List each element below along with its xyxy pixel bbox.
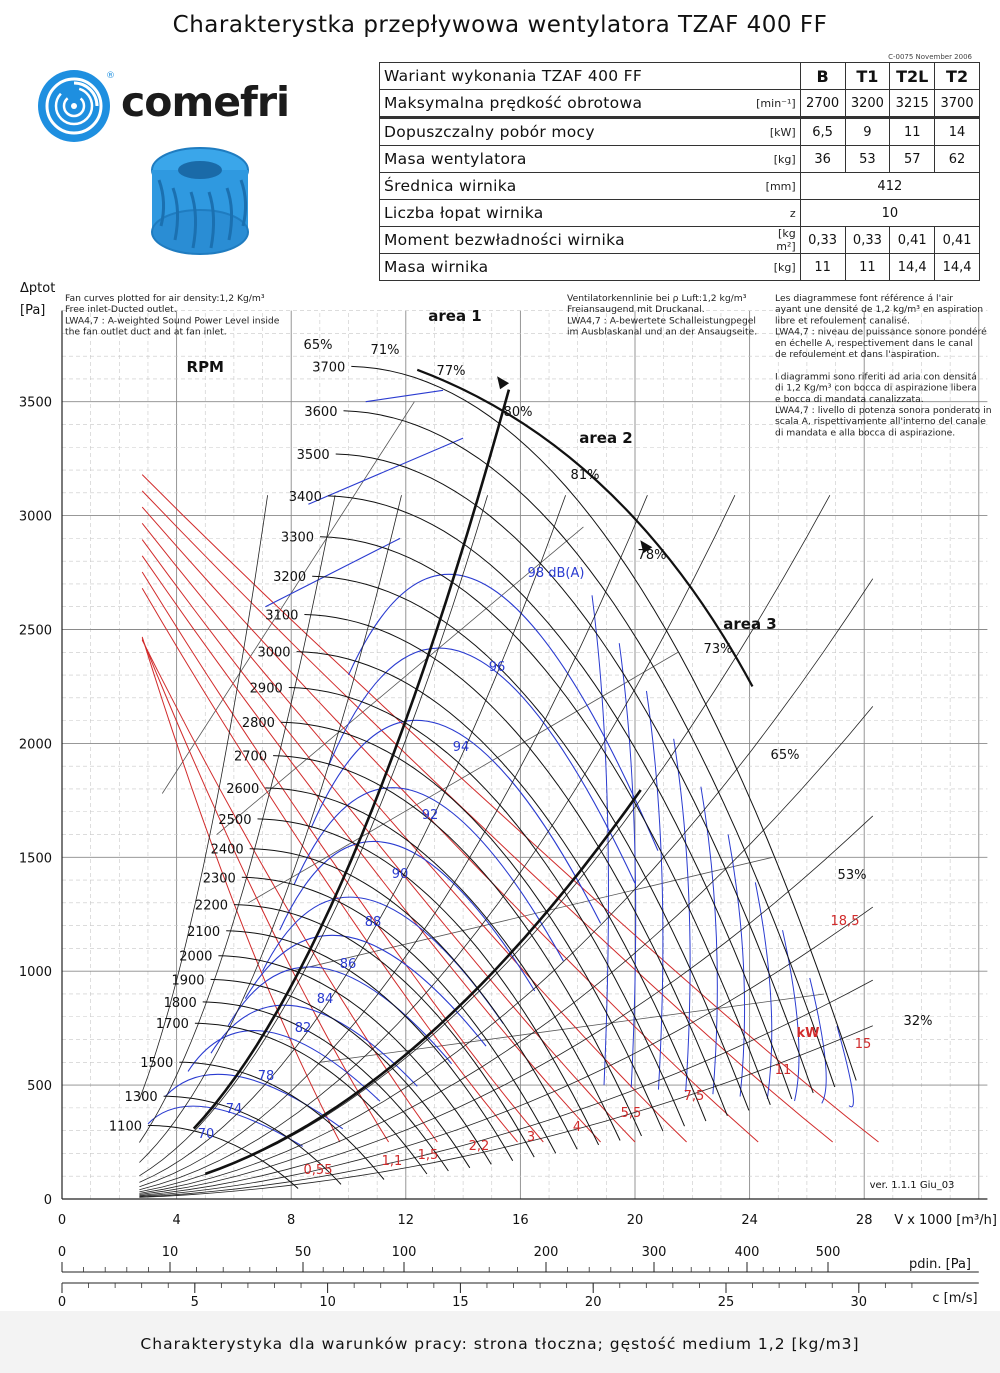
power-label: 4	[572, 1120, 582, 1135]
power-label: kW	[796, 1026, 820, 1041]
y-tick-label: 3500	[18, 395, 52, 411]
sound-level-label: 84	[316, 992, 334, 1007]
rpm-curve-label: 3200	[273, 570, 307, 586]
spec-row-unit: [kg]	[752, 146, 800, 173]
spec-row-value: 3700	[935, 90, 980, 118]
note-de: Freiansaugend mit Druckanal.	[567, 304, 705, 316]
c-tick-label: 0	[57, 1295, 67, 1310]
pdin-tick-label: 300	[641, 1245, 667, 1260]
spec-row-value: 0,41	[935, 227, 980, 254]
x-tick-label: 20	[626, 1213, 644, 1228]
efficiency-label: 80%	[503, 405, 533, 420]
sound-level-label: 82	[294, 1021, 312, 1036]
sound-curve-right	[674, 739, 690, 1092]
rpm-curve-label: 3100	[265, 608, 299, 624]
power-label: 5,5	[620, 1106, 642, 1121]
note-de: Ventilatorkennlinie bei ρ Luft:1,2 kg/m³	[567, 293, 747, 304]
rpm-curve-label: 3300	[280, 530, 315, 546]
y-tick-label: 500	[27, 1079, 52, 1095]
sound-curve-right	[646, 691, 662, 1090]
efficiency-label: 71%	[370, 343, 400, 358]
power-curve	[142, 540, 635, 1142]
rpm-curve-label: 2700	[234, 749, 268, 765]
spec-row-value: 412	[800, 173, 979, 200]
power-curve	[142, 475, 878, 1142]
sound-curve	[328, 648, 635, 883]
y-tick-label: 1000	[18, 965, 52, 981]
power-curve	[142, 639, 388, 1143]
spec-row-value: 0,33	[845, 227, 890, 254]
power-label: 18,5	[830, 914, 860, 929]
efficiency-line	[162, 402, 414, 794]
y-tick-label: 2500	[18, 623, 52, 639]
note-fr-it: ayant une densité de 1,2 kg/m³ en aspiration	[775, 304, 984, 316]
rpm-curve-label: 1800	[163, 995, 197, 1011]
sound-level-label: 92	[421, 808, 439, 823]
rpm-curve-label: 1900	[171, 973, 205, 989]
efficiency-parabola	[139, 706, 872, 1194]
document-code: C-0075 November 2006	[888, 53, 972, 61]
note-fr-it: di 1,2 Kg/m³ con bocca di aspirazione libera	[775, 382, 977, 394]
sound-curve	[308, 438, 463, 504]
rpm-curve-label: 3600	[304, 404, 338, 420]
rpm-curve-label: 3700	[312, 360, 346, 376]
power-label: 3	[526, 1130, 536, 1145]
spec-header-label: Wariant wykonania TZAF 400 FF	[380, 63, 801, 90]
note-fr-it: e bocca di mandata canalizzata.	[775, 393, 924, 405]
power-label: 0,55	[303, 1163, 333, 1178]
efficiency-label: 65%	[770, 748, 800, 763]
chart-grid	[62, 311, 987, 1199]
area-arrow	[497, 376, 509, 389]
spec-row-value: 14,4	[935, 254, 980, 281]
rpm-curve-label: 2100	[187, 924, 221, 940]
spec-row-value: 36	[800, 146, 845, 173]
area-label: area 3	[723, 615, 777, 633]
spec-row-value: 11	[890, 118, 935, 146]
sound-level-label: 88	[364, 915, 382, 930]
spec-row-value: 57	[890, 146, 935, 173]
spec-row-value: 11	[800, 254, 845, 281]
spec-row-label: Masa wentylatora	[380, 146, 752, 173]
area-label: area 2	[579, 429, 633, 447]
note-fr-it: LWA4,7 : niveau de puissance sonore pondéré	[775, 326, 987, 338]
power-curves	[142, 475, 878, 1142]
x-tick-label: 24	[741, 1213, 758, 1228]
c-tick-label: 10	[319, 1295, 336, 1310]
rpm-curve-label: 1500	[140, 1056, 174, 1072]
efficiency-label: 73%	[703, 642, 733, 657]
power-label: 7,5	[683, 1089, 705, 1104]
efficiency-label: 81%	[570, 468, 600, 483]
spec-variant-b: B	[800, 63, 845, 90]
rpm-curve-2700	[273, 756, 641, 1136]
sound-level-label: 74	[225, 1102, 243, 1117]
spec-row-value: 62	[935, 146, 980, 173]
spec-row-label: Średnica wirnika	[380, 173, 752, 200]
sound-level-label: 90	[391, 867, 409, 882]
sound-curves	[148, 390, 853, 1146]
rpm-curve-label: 2200	[194, 898, 229, 914]
efficiency-label: 53%	[837, 868, 867, 883]
pdin-tick-label: 500	[815, 1245, 841, 1260]
pdin-tick-label: 0	[57, 1245, 67, 1260]
note-de: im Ausblaskanal und an der Ansaugseite.	[567, 326, 758, 338]
spec-row-value: 3215	[890, 90, 935, 118]
efficiency-lines	[162, 402, 824, 1063]
rpm-curve-label: 1300	[124, 1090, 158, 1106]
sound-level-label: 86	[339, 957, 357, 972]
spec-row-label: Moment bezwładności wirnika	[380, 227, 752, 254]
spec-variant-t2: T2	[935, 63, 980, 90]
version-label: ver. 1.1.1 Giu_03	[869, 1180, 955, 1191]
pdin-tick-label: 400	[734, 1245, 760, 1260]
rpm-curve-label: 2900	[249, 681, 283, 697]
note-en: LWA4,7 : A-weighted Sound Power Level inside	[65, 315, 280, 327]
efficiency-label: 65%	[303, 338, 333, 353]
spec-row-unit: [mm]	[752, 173, 800, 200]
x-tick-label: 16	[512, 1213, 529, 1228]
c-tick-label: 30	[850, 1295, 868, 1310]
note-fr-it: libre et refoulement canalisé.	[775, 315, 910, 327]
note-fr-it: en échelle A, respectivement dans le canal	[775, 337, 973, 349]
efficiency-parabola	[139, 495, 267, 1099]
area-label: area 1	[428, 307, 482, 325]
spec-row-value: 3200	[845, 90, 890, 118]
footer-text: Charakterystyka dla warunków pracy: strona tłoczna; gęstość medium 1,2 [kg/m3]	[140, 1335, 860, 1353]
rpm-curve-label: 1700	[155, 1017, 189, 1033]
spec-row-value: 14	[935, 118, 980, 146]
efficiency-parabola	[139, 495, 565, 1182]
sound-curve-right	[728, 835, 744, 1097]
spec-row-unit: [kg m²]	[752, 227, 800, 254]
power-label: 2,2	[468, 1139, 490, 1154]
note-fr-it: di mandata e alla bocca di aspirazione.	[775, 427, 956, 439]
rpm-curve-label: 2000	[179, 949, 213, 965]
rpm-curve-3600	[344, 411, 835, 1087]
note-en: Fan curves plotted for air density:1,2 Kg/m³	[65, 293, 265, 304]
footer-bar	[0, 1311, 1000, 1373]
sound-level-label: 96	[488, 660, 506, 675]
pdin-tick-label: 10	[161, 1245, 179, 1260]
sound-curve	[211, 1005, 417, 1086]
y-tick-label: 1500	[18, 851, 52, 867]
spec-row-value: 6,5	[800, 118, 845, 146]
sound-level-label: 70	[197, 1127, 215, 1142]
sound-level-label: 98 dB(A)	[527, 566, 585, 581]
sound-level-label: 78	[257, 1069, 275, 1084]
spec-row-label: Dopuszczalny pobór mocy	[380, 118, 752, 146]
y-axis-unit: [Pa]	[20, 303, 46, 318]
brand-name: comefri	[121, 78, 290, 126]
page-title: Charakterystka przepływowa wentylatora TZAF 400 FF	[172, 12, 828, 38]
y-axis-label: Δptot	[20, 281, 56, 296]
spec-row-value: 9	[845, 118, 890, 146]
efficiency-parabola	[139, 495, 401, 1162]
spec-row-unit: [kW]	[752, 118, 800, 146]
spec-row-unit: z	[752, 200, 800, 227]
c-tick-label: 20	[584, 1295, 602, 1310]
spec-row-label: Maksymalna prędkość obrotowa	[380, 90, 752, 118]
c-tick-label: 15	[452, 1295, 469, 1310]
pdin-axis-label: pdin. [Pa]	[909, 1257, 971, 1272]
spec-row-value: 0,41	[890, 227, 935, 254]
note-en: the fan outlet duct and at fan inlet.	[65, 326, 227, 338]
rpm-curve-3000	[294, 652, 706, 1122]
spec-row-value: 14,4	[890, 254, 935, 281]
pdin-tick-label: 200	[533, 1245, 559, 1260]
rpm-curve-1500	[179, 1062, 384, 1179]
efficiency-label: 77%	[436, 364, 466, 379]
y-tick-label: 2000	[18, 737, 52, 753]
rpm-curve-3300	[320, 537, 770, 1105]
sound-curve-right	[755, 882, 771, 1098]
note-fr-it: LWA4,7 : livello di potenza sonora ponderato in	[775, 405, 992, 416]
spec-variant-t1: T1	[845, 63, 890, 90]
spec-row-value: 2700	[800, 90, 845, 118]
rpm-curve-label: 2500	[218, 812, 252, 828]
power-label: 11	[774, 1063, 792, 1078]
y-tick-label: 3000	[18, 509, 52, 525]
rpm-curve-label: 2600	[226, 781, 260, 797]
rpm-curve-label: 2400	[210, 842, 244, 858]
rpm-curve-label: 3000	[257, 645, 291, 661]
spec-row-label: Masa wirnika	[380, 254, 752, 281]
note-de: LWA4,7 : A-bewertete Schalleistungpegel	[567, 315, 756, 327]
note-fr-it: I diagrammi sono riferiti ad aria con densitá	[775, 371, 977, 383]
efficiency-label: 78%	[637, 548, 667, 563]
x-tick-label: 0	[57, 1213, 67, 1228]
note-fr-it: scala A, rispettivamente all'interno del canale	[775, 416, 986, 428]
rpm-curve-label: 2300	[202, 871, 236, 887]
efficiency-parabola	[139, 816, 872, 1196]
spec-row-value: 53	[845, 146, 890, 173]
spec-row-label: Liczba łopat wirnika	[380, 200, 752, 227]
efficiency-parabola	[139, 495, 487, 1176]
pdin-tick-label: 50	[294, 1245, 312, 1260]
note-fr-it: de refoulement et dans l'aspiration.	[775, 349, 940, 360]
rpm-curve-label: 3400	[288, 489, 322, 505]
x-tick-label: 4	[172, 1213, 181, 1228]
c-tick-label: 5	[190, 1295, 199, 1310]
efficiency-label: 32%	[903, 1014, 933, 1029]
power-label: 1,1	[381, 1154, 403, 1169]
rpm-curve-label: 3500	[296, 447, 330, 463]
rpm-curve-2800	[281, 722, 663, 1131]
rpm-curve-1800	[203, 1002, 449, 1171]
spec-row-value: 10	[800, 200, 979, 227]
x-axis-label: V x 1000 [m³/h]	[894, 1213, 997, 1228]
spec-row-value: 0,33	[800, 227, 845, 254]
rpm-curve-2300	[242, 877, 556, 1153]
c-tick-label: 25	[717, 1295, 735, 1310]
rpm-label: RPM	[186, 358, 224, 376]
c-axis-label: c [m/s]	[932, 1291, 978, 1306]
rpm-curve-label: 2800	[241, 716, 275, 732]
rpm-curve-label: 1100	[108, 1119, 143, 1135]
pdin-tick-label: 100	[391, 1245, 417, 1260]
note-en: Free inlet-Ducted outlet.	[65, 304, 177, 316]
spec-row-unit: [min⁻¹]	[752, 90, 800, 118]
power-label: 15	[854, 1037, 872, 1052]
x-tick-label: 12	[397, 1213, 415, 1228]
registered-mark: ®	[106, 71, 115, 81]
y-tick-label: 0	[43, 1193, 52, 1208]
spec-variant-t2l: T2L	[890, 63, 935, 90]
spec-row-unit: [kg]	[752, 254, 800, 281]
note-fr-it: Les diagrammese font référence á l'air	[775, 293, 954, 304]
power-label: 1,5	[417, 1148, 439, 1163]
x-tick-label: 8	[287, 1213, 296, 1228]
sound-level-label: 94	[452, 740, 470, 755]
x-tick-label: 28	[855, 1213, 873, 1228]
spec-row-value: 11	[845, 254, 890, 281]
